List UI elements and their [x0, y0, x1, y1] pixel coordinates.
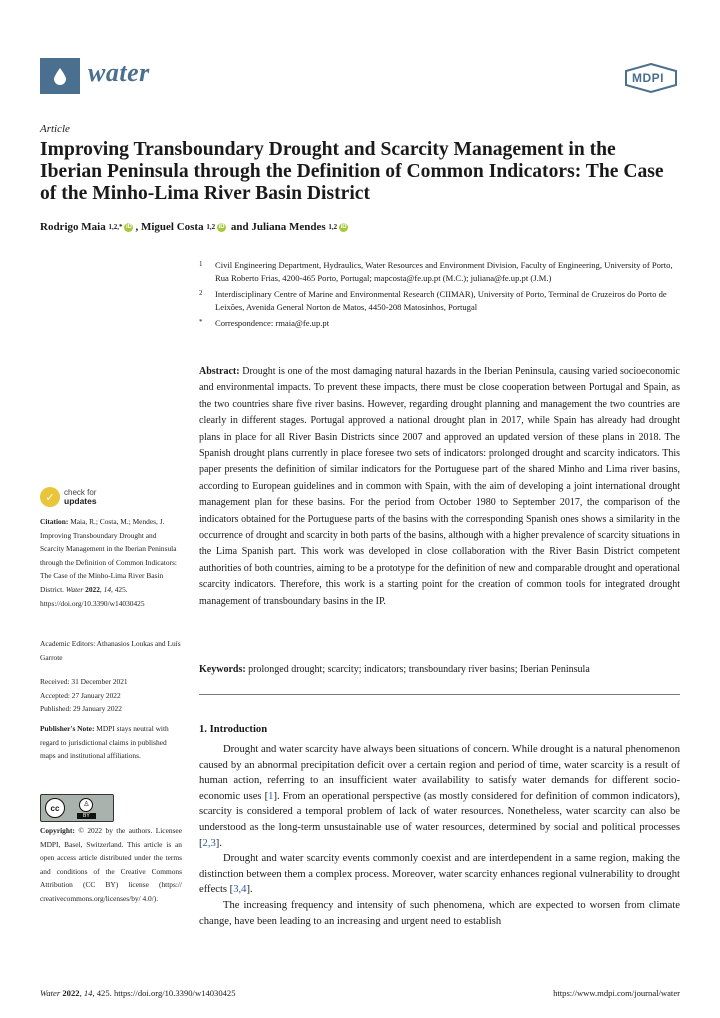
footer-journal-url[interactable]: https://www.mdpi.com/journal/water	[553, 988, 680, 998]
check-updates-icon: ✓	[40, 487, 60, 507]
check-for-updates-button[interactable]	[40, 487, 97, 507]
author-list	[40, 221, 350, 233]
author-affiliation-marker: 1,2	[328, 223, 338, 231]
citation-link[interactable]: 2,3	[202, 837, 216, 849]
publication-dates	[40, 675, 182, 716]
paragraph: The increasing frequency and intensity of such phenomena, which are expected to worsen from climate change, have been leading to an increasing and urgent need to establish	[199, 899, 680, 927]
publisher-name: MDPI	[632, 71, 664, 85]
affiliation-item	[199, 259, 679, 285]
published-date: Published: 29 January 2022	[40, 704, 122, 714]
keywords-text: prolonged drought; scarcity; indicators; transboundary river basins; Iberian Peninsula	[248, 664, 590, 675]
author-name[interactable]: Rodrigo Maia	[40, 221, 106, 233]
attribution-block	[77, 798, 96, 819]
article-title: Improving Transboundary Drought and Scarcity Management in the Iberian Peninsula through the Definition of Common Indicators: The Case of the Minho-Lima River Basin District	[40, 139, 664, 204]
affiliations	[199, 259, 679, 330]
article-type: Article	[40, 123, 70, 135]
citation-link[interactable]: 1	[268, 790, 274, 802]
paragraph-text: ].	[246, 884, 253, 896]
affiliation-number: *	[199, 318, 203, 326]
accepted-date: Accepted: 27 January 2022	[40, 690, 121, 700]
citation-block: Citation: Maia, R.; Costa, M.; Mendes, J. Improving Transboundary Drought and Scarcity Management in the Iberian Peninsula through the Definition of Common Indicators: The Case of the Minho-Lima River Basin District. Water 2022, 14, 425. https://doi.org/10.3390/w14030425	[40, 517, 177, 608]
affiliation-number: 1	[199, 260, 203, 268]
author-separator: ,	[135, 221, 141, 233]
author-affiliation-marker: 1,2	[206, 223, 216, 231]
citation-text: Maia, R.; Costa, M.; Mendes, J. Improving Transboundary Drought and Scarcity Management in the Iberian Peninsula through the Definition of Common Indicators: The Case of the Minho-Lima River Basin District.	[40, 517, 177, 594]
updates-bottom-text: updates	[64, 496, 97, 506]
citation-year: 2022	[85, 584, 100, 594]
section-heading: 1. Introduction	[199, 724, 268, 735]
citation-volume: 14	[103, 584, 112, 594]
abstract-text: Drought is one of the most damaging natural hazards in the Iberian Peninsula, causing varied socioeconomic and environmental impacts. To prevent these impacts, there must be close cooperation between Portugal and Spain, as the two countries share five river basins. However, regarding drought planning and management the two countries are clearly in different stages. Portugal approved a national drought plan in 2017, while Spain has already had drought plans in place for all River Basin Districts since 2007 and approved an updated version of these plans in 2018. The Spanish drought plans currently in place foresee two sets of indicators: prolonged drought and scarcity indicators. This paper presents the definition of similar indicators for the Portuguese part of the shared Minho and Lima river basins, according to European guidelines and in common with Spain, with the aim of developing a joint international drought management plan for these basins. For the period from October 1980 to September 2017, the comparison of the indicators obtained for the Portuguese parts of the basins with the corresponding Spanish ones shows a similarity in the occurrence of drought and scarcity in both parts of the basins, although with a higher prevalence of scarcity situations in the Lima Spanish part. This work was developed in close collaboration with the River Basin District competent authorities of both countries, aiming to be a prototype for the definition of new and comparable drought and operational scarcity indicators. Therefore, this work is a starting point for the creation of common tools for integrated drought management of transboundary basins in the IP.	[199, 366, 680, 607]
copyright-notice	[40, 824, 182, 906]
paragraph	[199, 742, 680, 851]
citation-link[interactable]: 3,4	[233, 884, 247, 896]
updates-top-text: check for	[64, 488, 97, 497]
publisher-note	[40, 722, 182, 763]
affiliation-item	[199, 317, 679, 330]
section-divider	[199, 694, 680, 695]
footer-year: 2022	[62, 988, 80, 998]
paragraph-text: Drought and water scarcity events commonly coexist and are interdependent in a same region, making the distinction between them a complex process. Moreover, water scarcity enhances regional vulnerability to drought effects [	[199, 853, 680, 896]
publisher-logo[interactable]	[623, 63, 679, 93]
author-separator: and	[228, 221, 252, 233]
correspondence-text: Correspondence: rmaia@fe.up.pt	[215, 318, 330, 328]
publisher-note-text: MDPI stays neutral with regard to jurisdictional claims in published maps and institutional affiliations.	[40, 724, 169, 761]
citation-label: Citation:	[40, 517, 69, 526]
affiliation-item	[199, 288, 679, 314]
citation-journal: Water	[65, 584, 84, 594]
affiliation-text: Interdisciplinary Centre of Marine and Environmental Research (CIIMAR), University of Porto, Terminal de Cruzeiros do Porto de Leixões, Avenida General Norton de Matos, 4450-208 Matosinhos, Portugal	[215, 289, 667, 312]
footer-journal: Water	[40, 988, 61, 998]
academic-editors: Academic Editors: Athanasios Loukas and Luís Garrote	[40, 639, 181, 662]
paragraph-text: ]. From an operational perspective (as mostly considered for definition of common indicators), scarcity is considered a temporal problem of lack of water resources. Nonetheless, water scarcity can also be understood as the long-term unsustainable use of water resources, determined by social and political processes [	[199, 790, 681, 849]
footer-doi[interactable]: , 425. https://doi.org/10.3390/w14030425	[92, 988, 236, 998]
citation-doi[interactable]: , 425. https://doi.org/10.3390/w14030425	[40, 584, 145, 608]
keywords	[199, 664, 680, 675]
affiliation-text: Civil Engineering Department, Hydraulics, Water Resources and Environment Division, Faculty of Engineering, University of Porto, Rua Roberto Frias, 4200-465 Porto, Portugal; mapcosta@fe.up.pt (M.C.); juliana@fe.up.pt (J.M.)	[215, 260, 673, 283]
paragraph-text: Drought and water scarcity have always been situations of concern. While drought is a natural phenomenon caused by an abnormal precipitation deficit over a certain region and period of time, water scarcity is a result of human action, referring to an insufficient water availability to satisfy water demands for different socio-economic uses [	[199, 744, 680, 802]
cc-by-license-badge[interactable]	[40, 794, 114, 822]
author-name[interactable]: Miguel Costa	[140, 221, 204, 233]
publisher-note-label: Publisher's Note:	[40, 724, 95, 733]
by-label: BY	[77, 813, 96, 819]
keywords-label: Keywords:	[199, 664, 246, 675]
author-name[interactable]: Juliana Mendes	[251, 221, 326, 233]
introduction-body	[199, 742, 680, 929]
attribution-person-icon: ♙	[79, 798, 93, 812]
journal-logo	[40, 58, 80, 94]
copyright-text: © 2022 by the authors. Licensee MDPI, Basel, Switzerland. This article is an open access article distributed under the terms and conditions of the Creative Commons Attribution (CC BY) license (https:// creativecommons.org/licenses/by/ 4.0/).	[40, 826, 182, 903]
abstract-label: Abstract:	[199, 366, 240, 377]
paragraph-text: ].	[215, 837, 222, 849]
water-drop-icon	[53, 67, 67, 85]
abstract	[199, 364, 680, 610]
author-affiliation-marker: 1,2,*	[108, 223, 123, 231]
orcid-icon[interactable]: iD	[218, 223, 225, 230]
affiliation-number: 2	[199, 289, 203, 297]
copyright-label: Copyright:	[40, 826, 75, 835]
orcid-icon[interactable]: iD	[125, 223, 132, 230]
paragraph	[199, 851, 680, 898]
creative-commons-icon: cc	[45, 798, 65, 818]
orcid-icon[interactable]: iD	[340, 223, 347, 230]
updates-label	[64, 488, 97, 506]
journal-name[interactable]: water	[88, 58, 150, 87]
footer-citation: Water 2022, 14, 425. https://doi.org/10.3390/w14030425	[40, 988, 236, 998]
received-date: Received: 31 December 2021	[40, 677, 128, 686]
footer-volume: 14	[83, 988, 93, 998]
